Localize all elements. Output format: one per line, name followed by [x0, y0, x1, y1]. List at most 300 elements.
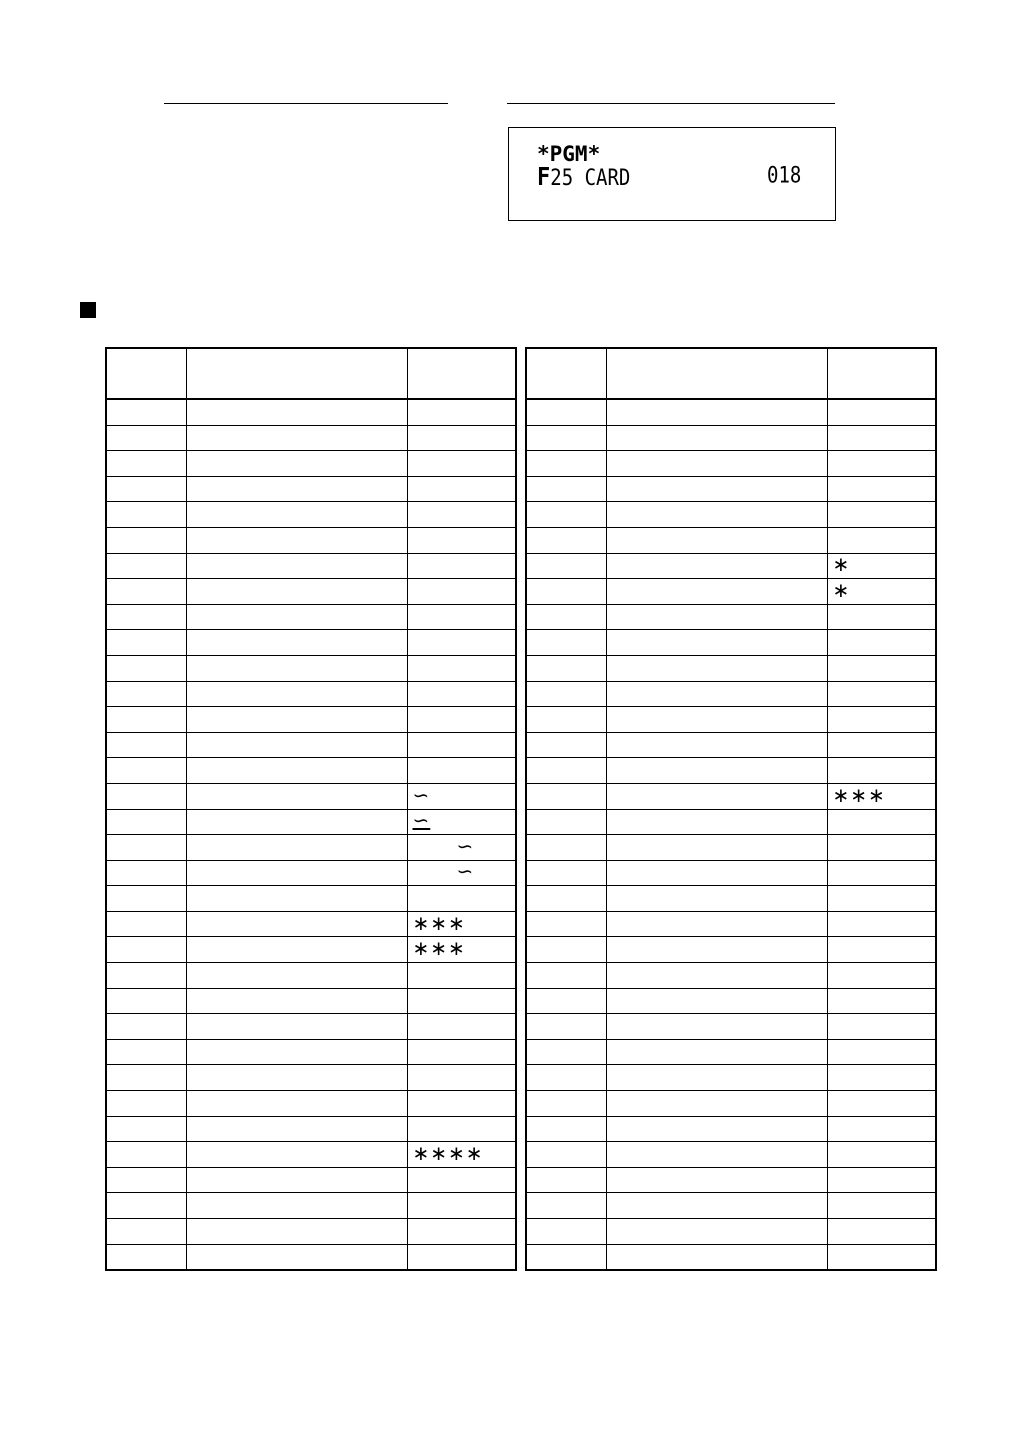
left-table-cell — [407, 937, 516, 963]
right-table-cell — [526, 502, 606, 528]
right-table-cell — [526, 809, 606, 835]
left-table-cell — [186, 963, 407, 989]
right-table-cell — [606, 1244, 827, 1270]
left-table-cell — [407, 1193, 516, 1219]
right-table-cell — [526, 988, 606, 1014]
left-table-cell — [106, 1167, 186, 1193]
right-table-cell — [526, 732, 606, 758]
right-table-cell — [606, 399, 827, 425]
right-table-cell — [526, 758, 606, 784]
left-table-row — [106, 604, 516, 630]
right-table-cell — [827, 399, 936, 425]
right-table-cell — [526, 630, 606, 656]
left-table-cell — [407, 783, 516, 809]
right-table-row — [526, 604, 936, 630]
left-table-row — [106, 579, 516, 605]
left-table-row — [106, 707, 516, 733]
left-table-cell — [106, 732, 186, 758]
right-table-cell — [606, 1142, 827, 1168]
left-table-row — [106, 1167, 516, 1193]
left-table-cell — [186, 476, 407, 502]
receipt-line-pgm: *PGM* — [537, 142, 601, 166]
left-table-row — [106, 399, 516, 425]
receipt-f-key: F — [537, 163, 551, 192]
right-table-cell — [526, 553, 606, 579]
right-table-cell — [827, 655, 936, 681]
right-table-cell — [827, 1014, 936, 1040]
left-table-cell — [407, 835, 516, 861]
left-table-cell — [186, 604, 407, 630]
right-table-row — [526, 732, 936, 758]
right-table-row — [526, 681, 936, 707]
left-table-mark: ∽ — [412, 784, 431, 807]
right-table-cell — [526, 1065, 606, 1091]
left-table-row — [106, 937, 516, 963]
right-table-row — [526, 911, 936, 937]
left-table-mark: ∽ — [456, 835, 475, 858]
left-table-row — [106, 911, 516, 937]
left-table-header-cell — [407, 348, 516, 399]
receipt-card-number: 018 — [767, 163, 802, 189]
right-table-cell — [606, 604, 827, 630]
left-table-cell — [186, 886, 407, 912]
left-table-cell — [186, 1219, 407, 1245]
left-table-cell — [186, 502, 407, 528]
left-table-cell — [186, 732, 407, 758]
left-table-cell — [186, 783, 407, 809]
left-table-cell — [407, 681, 516, 707]
left-table-row — [106, 451, 516, 477]
right-table-row — [526, 502, 936, 528]
right-table-cell — [606, 963, 827, 989]
right-table-cell — [526, 1039, 606, 1065]
left-table-cell — [407, 1065, 516, 1091]
right-table-cell — [606, 937, 827, 963]
right-table-cell — [606, 553, 827, 579]
right-table-row — [526, 1193, 936, 1219]
receipt-card-label: 25 CARD — [550, 165, 631, 191]
left-table-row — [106, 527, 516, 553]
left-table-cell — [407, 732, 516, 758]
left-table-row — [106, 988, 516, 1014]
right-table-cell — [526, 1219, 606, 1245]
left-table-cell — [186, 655, 407, 681]
right-table-cell — [526, 1167, 606, 1193]
left-table-cell — [407, 1219, 516, 1245]
left-table-cell — [407, 1244, 516, 1270]
right-table-cell — [526, 655, 606, 681]
right-table-row — [526, 1142, 936, 1168]
right-table-cell — [827, 527, 936, 553]
right-table-cell — [606, 1039, 827, 1065]
left-table-cell — [106, 988, 186, 1014]
right-table-cell — [606, 835, 827, 861]
left-table-cell — [106, 758, 186, 784]
left-table-cell — [106, 1065, 186, 1091]
right-table-cell — [827, 553, 936, 579]
left-table-cell — [407, 860, 516, 886]
left-table-cell — [106, 707, 186, 733]
right-table-cell — [827, 860, 936, 886]
left-table-row — [106, 476, 516, 502]
right-table-cell — [827, 425, 936, 451]
left-table-cell — [186, 1244, 407, 1270]
left-table-cell — [106, 860, 186, 886]
right-table-cell — [526, 1193, 606, 1219]
left-table-cell — [407, 425, 516, 451]
left-table-mark: ∽ — [412, 810, 431, 833]
left-table-cell — [106, 579, 186, 605]
left-table-cell — [106, 835, 186, 861]
left-table-cell — [186, 527, 407, 553]
left-table-row — [106, 1142, 516, 1168]
left-table-cell — [186, 1091, 407, 1117]
right-table-cell — [526, 399, 606, 425]
left-table-row — [106, 783, 516, 809]
left-table-cell — [186, 1014, 407, 1040]
left-table-cell — [407, 630, 516, 656]
right-table-cell — [526, 707, 606, 733]
left-table-cell — [106, 1219, 186, 1245]
right-table-cell — [606, 681, 827, 707]
left-table-cell — [106, 527, 186, 553]
left-table-cell — [186, 758, 407, 784]
settings-table-left — [105, 347, 517, 1271]
left-table-cell — [106, 1014, 186, 1040]
right-table-row — [526, 809, 936, 835]
left-table-cell — [407, 1142, 516, 1168]
right-table-row — [526, 1219, 936, 1245]
right-table-cell — [526, 1091, 606, 1117]
left-table-row — [106, 630, 516, 656]
right-table-cell — [827, 937, 936, 963]
right-table-cell — [606, 758, 827, 784]
right-table-cell — [606, 707, 827, 733]
right-table-row — [526, 886, 936, 912]
left-table-cell — [106, 937, 186, 963]
left-table-cell — [106, 425, 186, 451]
right-table-cell — [827, 1039, 936, 1065]
right-table-cell — [827, 1091, 936, 1117]
right-table-cell — [827, 681, 936, 707]
left-table-mark: ∗∗∗ — [412, 912, 466, 935]
left-table-cell — [186, 579, 407, 605]
left-table-cell — [407, 886, 516, 912]
right-table-row — [526, 451, 936, 477]
right-table-cell — [606, 1167, 827, 1193]
right-table-cell — [606, 860, 827, 886]
left-table-row — [106, 681, 516, 707]
left-table-cell — [106, 451, 186, 477]
right-table-cell — [606, 886, 827, 912]
right-table-cell — [606, 911, 827, 937]
left-table-cell — [407, 579, 516, 605]
right-table-row — [526, 1116, 936, 1142]
right-table-row — [526, 707, 936, 733]
right-table-row — [526, 579, 936, 605]
left-table-cell — [186, 1193, 407, 1219]
right-table-cell — [827, 502, 936, 528]
left-table-cell — [407, 604, 516, 630]
left-table-cell — [407, 988, 516, 1014]
right-table-cell — [606, 502, 827, 528]
right-table-row — [526, 988, 936, 1014]
receipt-printout — [508, 127, 836, 221]
right-table-cell — [526, 835, 606, 861]
left-table-cell — [106, 1193, 186, 1219]
left-table-header-cell — [186, 348, 407, 399]
left-table-cell — [407, 502, 516, 528]
left-table-row — [106, 425, 516, 451]
left-table-row — [106, 835, 516, 861]
right-table-cell — [827, 1142, 936, 1168]
receipt-line-card — [537, 163, 802, 192]
right-table-cell — [606, 1116, 827, 1142]
right-table-cell — [827, 783, 936, 809]
left-table-cell — [186, 425, 407, 451]
right-table-cell — [526, 937, 606, 963]
left-table-mark: ∗∗∗ — [412, 938, 466, 961]
right-table-cell — [827, 1065, 936, 1091]
right-table-cell — [526, 911, 606, 937]
left-table-row — [106, 1039, 516, 1065]
left-table-cell — [106, 1039, 186, 1065]
right-table-cell — [827, 809, 936, 835]
section-bullet-square — [80, 302, 96, 318]
right-table-row — [526, 1065, 936, 1091]
right-table-row — [526, 553, 936, 579]
left-table-row — [106, 1014, 516, 1040]
right-table-row — [526, 476, 936, 502]
left-table-row — [106, 1244, 516, 1270]
left-table-row — [106, 502, 516, 528]
left-table-cell — [106, 1091, 186, 1117]
left-table-row — [106, 1193, 516, 1219]
right-table-cell — [526, 1014, 606, 1040]
right-table-cell — [606, 1014, 827, 1040]
right-table-cell — [526, 476, 606, 502]
right-table-cell — [606, 1219, 827, 1245]
left-table-row — [106, 1219, 516, 1245]
right-table-cell — [827, 1244, 936, 1270]
left-table-row — [106, 860, 516, 886]
right-table-cell — [606, 630, 827, 656]
right-table-row — [526, 630, 936, 656]
right-table-header-row — [526, 348, 936, 399]
left-table-cell — [186, 1142, 407, 1168]
right-table-cell — [606, 451, 827, 477]
right-table-cell — [827, 630, 936, 656]
left-table-cell — [186, 707, 407, 733]
left-table-cell — [106, 604, 186, 630]
right-table-cell — [526, 1244, 606, 1270]
right-table-cell — [606, 809, 827, 835]
right-table-row — [526, 1244, 936, 1270]
right-table-cell — [526, 579, 606, 605]
left-table-cell — [106, 502, 186, 528]
right-table-row — [526, 783, 936, 809]
left-table-cell — [186, 1039, 407, 1065]
left-table-cell — [186, 553, 407, 579]
right-table-mark: ∗ — [832, 554, 851, 577]
right-table-header-cell — [606, 348, 827, 399]
left-table-row — [106, 553, 516, 579]
right-table-header-cell — [827, 348, 936, 399]
right-table-mark: ∗ — [832, 579, 851, 602]
left-table-row — [106, 758, 516, 784]
right-table-cell — [827, 579, 936, 605]
left-table-cell — [186, 399, 407, 425]
left-table-cell — [106, 476, 186, 502]
left-table-cell — [106, 1244, 186, 1270]
settings-table-right — [525, 347, 937, 1271]
right-table-cell — [827, 707, 936, 733]
right-table-row — [526, 758, 936, 784]
left-table-cell — [106, 681, 186, 707]
left-table-cell — [186, 860, 407, 886]
left-table-row — [106, 655, 516, 681]
top-rule-right — [507, 103, 835, 104]
right-table-cell — [606, 425, 827, 451]
left-table-cell — [407, 451, 516, 477]
left-table-cell — [407, 1091, 516, 1117]
right-table-cell — [606, 1065, 827, 1091]
right-table-row — [526, 835, 936, 861]
right-table-row — [526, 1039, 936, 1065]
left-table-cell — [186, 835, 407, 861]
right-table-cell — [526, 1142, 606, 1168]
right-table-cell — [827, 1116, 936, 1142]
right-table-cell — [606, 988, 827, 1014]
left-table-cell — [186, 451, 407, 477]
left-table-cell — [407, 809, 516, 835]
right-table-cell — [827, 911, 936, 937]
right-table-mark: ∗∗∗ — [832, 784, 886, 807]
right-table-cell — [827, 963, 936, 989]
top-rule-left — [164, 103, 448, 104]
left-table-cell — [407, 1116, 516, 1142]
right-table-cell — [827, 1219, 936, 1245]
right-table-row — [526, 963, 936, 989]
right-table-header-cell — [526, 348, 606, 399]
right-table-cell — [827, 604, 936, 630]
right-table-cell — [526, 425, 606, 451]
left-table-cell — [106, 911, 186, 937]
left-table-cell — [106, 553, 186, 579]
left-table-cell — [186, 1065, 407, 1091]
left-table-cell — [106, 1142, 186, 1168]
right-table-cell — [827, 886, 936, 912]
left-table-mark: ∗∗∗∗ — [412, 1143, 484, 1166]
right-table-cell — [827, 451, 936, 477]
left-table-cell — [186, 630, 407, 656]
right-table-row — [526, 1014, 936, 1040]
right-table-cell — [606, 1193, 827, 1219]
right-table-row — [526, 527, 936, 553]
right-table-cell — [526, 604, 606, 630]
left-table-row — [106, 1116, 516, 1142]
left-table-cell — [106, 630, 186, 656]
left-table-cell — [407, 527, 516, 553]
right-table-cell — [526, 860, 606, 886]
left-table-cell — [407, 707, 516, 733]
left-table-cell — [407, 1039, 516, 1065]
right-table-cell — [606, 1091, 827, 1117]
left-table-cell — [407, 399, 516, 425]
left-table-cell — [106, 399, 186, 425]
left-table-row — [106, 1091, 516, 1117]
left-table-cell — [186, 937, 407, 963]
left-table-header-cell — [106, 348, 186, 399]
left-table-cell — [186, 911, 407, 937]
right-table-cell — [606, 579, 827, 605]
left-table-cell — [106, 1116, 186, 1142]
right-table-cell — [606, 783, 827, 809]
right-table-cell — [526, 886, 606, 912]
right-table-row — [526, 399, 936, 425]
right-table-cell — [526, 963, 606, 989]
left-table-cell — [106, 809, 186, 835]
right-table-cell — [526, 681, 606, 707]
left-table-cell — [407, 758, 516, 784]
left-table-cell — [407, 655, 516, 681]
left-table-header-row — [106, 348, 516, 399]
left-table-cell — [106, 886, 186, 912]
left-table-cell — [407, 476, 516, 502]
right-table-cell — [526, 783, 606, 809]
left-table-cell — [407, 553, 516, 579]
left-table-cell — [407, 1014, 516, 1040]
left-table-cell — [407, 911, 516, 937]
left-table-cell — [186, 1167, 407, 1193]
left-table-row — [106, 809, 516, 835]
left-table-cell — [407, 963, 516, 989]
right-table-cell — [827, 1167, 936, 1193]
right-table-cell — [606, 655, 827, 681]
left-table-row — [106, 1065, 516, 1091]
left-table-cell — [186, 988, 407, 1014]
right-table-cell — [606, 476, 827, 502]
right-table-cell — [827, 732, 936, 758]
left-table-cell — [106, 963, 186, 989]
left-table-row — [106, 963, 516, 989]
right-table-cell — [606, 527, 827, 553]
right-table-cell — [827, 758, 936, 784]
right-table-cell — [827, 988, 936, 1014]
left-table-cell — [106, 655, 186, 681]
right-table-row — [526, 1091, 936, 1117]
right-table-cell — [827, 476, 936, 502]
left-table-mark: ∽ — [456, 861, 475, 884]
right-table-row — [526, 1167, 936, 1193]
right-table-row — [526, 937, 936, 963]
left-table-cell — [186, 1116, 407, 1142]
right-table-cell — [526, 1116, 606, 1142]
left-table-cell — [186, 809, 407, 835]
left-table-row — [106, 886, 516, 912]
left-table-cell — [186, 681, 407, 707]
right-table-cell — [526, 527, 606, 553]
right-table-cell — [526, 451, 606, 477]
left-table-cell — [106, 783, 186, 809]
right-table-cell — [827, 835, 936, 861]
right-table-cell — [827, 1193, 936, 1219]
left-table-row — [106, 732, 516, 758]
right-table-row — [526, 425, 936, 451]
left-table-cell — [407, 1167, 516, 1193]
right-table-row — [526, 655, 936, 681]
right-table-cell — [606, 732, 827, 758]
